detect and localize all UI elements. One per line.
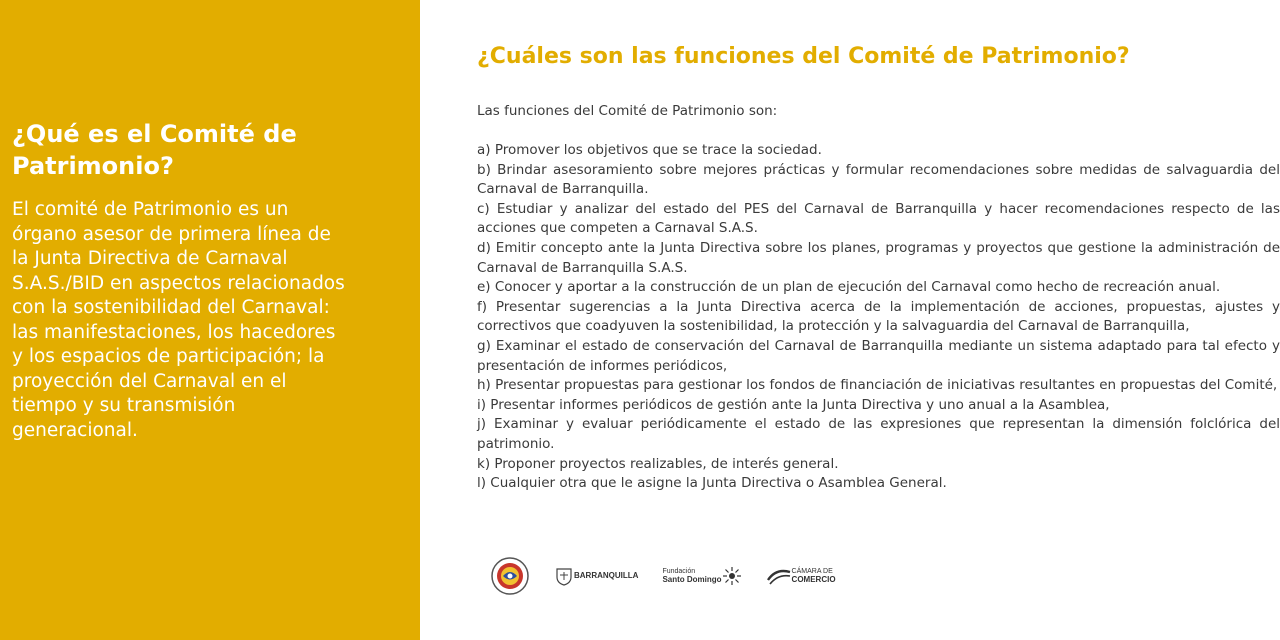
function-item-d: d) Emitir concepto ante la Junta Directiva sobre los planes, programas y proyectos que gestione la administración de Carnaval de Barranquilla S.A.S.: [477, 239, 1280, 276]
function-item-g: g) Examinar el estado de conservación del Carnaval de Barranquilla mediante un sistema adaptado para tal efecto y presentación de informes periódicos,: [477, 337, 1280, 374]
sun-icon: [722, 566, 742, 586]
santo-domingo-label: Santo Domingo: [662, 575, 722, 584]
function-item-j: j) Examinar y evaluar periódicamente el estado de las expresiones que representan la dimensión folclórica del patrimonio.: [477, 416, 1280, 452]
right-title: ¿Cuáles son las funciones del Comité de Patrimonio?: [477, 44, 1130, 69]
function-item-f: f) Presentar sugerencias a la Junta Directiva acerca de la implementación de acciones, propuestas, ajustes y correctivos que coadyuven la sostenibilidad, la protección y la salvaguardia del Carnaval de Barranquilla,: [477, 298, 1280, 335]
functions-intro: Las funciones del Comité de Patrimonio son:: [477, 103, 778, 119]
carnaval-seal-logo: [490, 556, 530, 596]
comercio-label: COMERCIO: [791, 575, 836, 584]
city-shield-icon: [554, 566, 574, 586]
left-panel: [0, 0, 420, 640]
barranquilla-label: BARRANQUILLA: [574, 571, 639, 580]
function-item-l: l) Cualquier otra que le asigne la Junta Directiva o Asamblea General.: [477, 475, 947, 492]
function-item-i: i) Presentar informes periódicos de gestión ante la Junta Directiva y uno anual a la Asamblea,: [477, 396, 1110, 413]
camara-swoosh-icon: [766, 566, 792, 586]
function-item-k: k) Proponer proyectos realizables, de interés general.: [477, 455, 839, 472]
camara-label: CÁMARA DE: [791, 568, 833, 575]
camara-comercio-logo: [766, 566, 836, 586]
fundacion-santo-domingo-logo: [662, 566, 741, 586]
carnaval-seal-icon: [490, 556, 530, 596]
left-title: ¿Qué es el Comité de Patrimonio?: [12, 120, 297, 180]
function-item-b: b) Brindar asesoramiento sobre mejores prácticas y formular recomendaciones sobre medidas de salvaguardia del Carnaval de Barranquilla.: [477, 161, 1280, 198]
function-item-a: a) Promover los objetivos que se trace la sociedad.: [477, 142, 822, 158]
sponsor-logos: [490, 552, 836, 600]
fundacion-label: Fundación: [662, 568, 696, 575]
left-body-text: El comité de Patrimonio es un órgano asesor de primera línea de la Junta Directiva de Carnaval S.A.S./BID en aspectos relacionados con la sostenibilidad del Carnaval: las manifestaciones, los hacedores y los espacios de participación; la proyección del Carnaval en el tiempo y su transmisión generacional.: [12, 199, 345, 441]
function-item-e: e) Conocer y aportar a la construcción de un plan de ejecución del Carnaval como hecho de recreación anual.: [477, 279, 1221, 296]
functions-list: [477, 141, 1280, 494]
alcaldia-barranquilla-logo: [554, 566, 638, 586]
function-item-c: c) Estudiar y analizar del estado del PES del Carnaval de Barranquilla y hacer recomendaciones respecto de las acciones que competen a Carnaval S.A.S.: [477, 200, 1280, 237]
function-item-h: h) Presentar propuestas para gestionar los fondos de financiación de iniciativas resultantes en propuestas del Comité,: [477, 377, 1278, 394]
